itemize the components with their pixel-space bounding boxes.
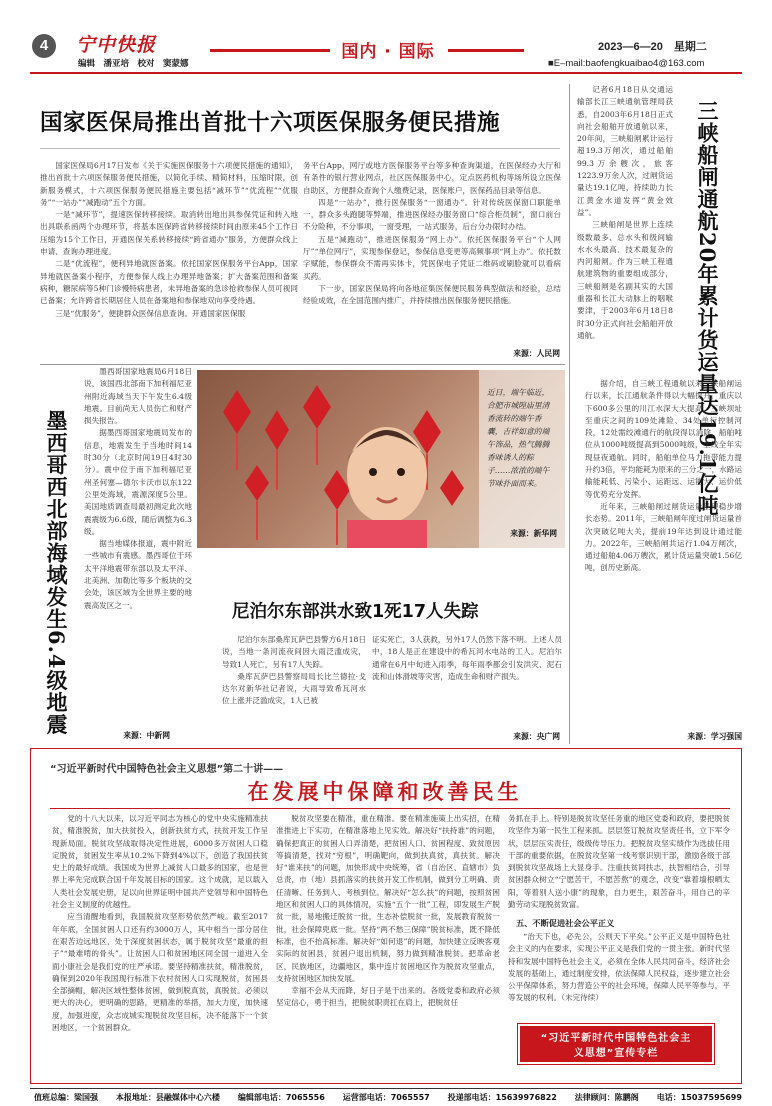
section-divider xyxy=(40,364,565,365)
nepal-paragraph: 桑库瓦萨巴县警察局局长比兰德拉·戈达尔对新华社记者说，大雨导致希瓦河水位上涨并泛滥成灾，1人已被 xyxy=(222,671,366,706)
three-gorges-headline: 三峡船闸通航20年累计货运量达19.1亿吨 xyxy=(695,100,720,517)
three-gorges-source: 来源：学习强国 xyxy=(687,732,742,741)
section-title: 国内 · 国际 xyxy=(341,42,435,62)
nepal-headline: 尼泊尔东部洪水致1死17人失踪 xyxy=(232,602,479,622)
theory-paragraph: 幸福不会从天而降，好日子是干出来的。各级党委和政府必须坚定信心，勇于担当，把脱贫职责扛在肩上，把脱贫任 xyxy=(276,986,500,1008)
theory-paragraph: 应当清醒地看到，我国脱贫攻坚形势依然严峻。截至2017年年底，全国贫困人口还有约3000万人，其中相当一部分居住在艰苦边远地区，处于深度贫困状态，属于脱贫攻坚“最重的担子”“最难啃的骨头”。让贫困人口和贫困地区同全国一道进入全面小康社会是我们党的庄严承诺。要坚持精准扶贫，精准脱贫，确保到2020年我国现行标准下农村贫困人口实现脱贫，贫困县全部摘帽，解决区域性整体贫困，做到脱真贫，真脱贫。必须以更大的决心，更明确的思路，更精准的举措，加大力度，加快速度，加强进度，众志成城实现脱贫攻坚目标，决不能落下一个贫困地区，一个贫困群众。 xyxy=(52,912,268,1033)
mexico-source: 来源：中新网 xyxy=(123,731,170,740)
mexico-paragraph: 据当地媒体报道，震中附近一些城市有震感。墨西哥位于环太平洋地震带东部以及太平洋、北美洲、加勒比等多个板块的交会处，该区域为全世界主要的地震高发区之一。 xyxy=(84,539,192,610)
footer-editorial-phone: 编辑部电话：7065556 xyxy=(237,1093,325,1102)
masthead xyxy=(0,0,772,76)
lead-paragraph: 国家医保局6月17日发布《关于实施医保服务十六项便民措施的通知》，推出首批十六项医保服务便民措施，以简化手续、精简材料，压缩时限，创新服务模式，十六项医保服务便民措施主要包括“减环节”“优流程”“优服务”“一站办”“减跑动”五个方面。 xyxy=(40,161,298,207)
footer-rule xyxy=(30,1088,742,1089)
nepal-column-2 xyxy=(372,634,562,734)
lead-headline-rule xyxy=(40,148,560,149)
festival-photo xyxy=(197,370,565,548)
lead-source: 来源：人民网 xyxy=(513,349,560,358)
lead-paragraph: 五是“减跑动”，推进医保服务“网上办”。依托医保服务平台“个人网厅”“单位网厅”，实现参保登记，参保信息变更等高频事项“网上办”。依托数字赋能，参保群众不需再实体卡，凭医保电子凭证二维码或刷脸就可以看病买药。 xyxy=(303,234,561,281)
theory-column-1 xyxy=(52,813,268,1075)
theory-paragraph: “治天下也，必先公，公则天下平矣。”公平正义是中国特色社会主义的内在要求，实现公平正义是我们党的一贯主张。新时代坚持和发展中国特色社会主义，必须在全体人民共同奋斗，经济社会发展的基础上，通过制度安排，依法保障人民权益，逐步建立社会公平保障体系，努力营造公平的社会环境，保障人民平等参与，平等发展的权利。（未完待续） xyxy=(508,932,730,1003)
nepal-headline-bar xyxy=(197,592,203,622)
mexico-headline: 墨西哥西北部海域发生6.4级地震 xyxy=(44,410,69,736)
theory-subhead: 五、不断促进社会公平正义 xyxy=(516,918,615,928)
nepal-source: 来源：央广网 xyxy=(513,732,560,741)
page-number: 4 xyxy=(32,34,56,58)
theory-paragraph: 党的十八大以来，以习近平同志为核心的党中央实施精准扶贫，精准脱贫，加大扶贫投入，创新扶贫方式，扶贫开发工作呈现新局面。脱贫攻坚战取得决定性进展，6000多万贫困人口稳定脱贫，贫困发生率从10.2%下降到4%以下，创造了我国扶贫史上的最好成绩。我国成为世界上减贫人口最多的国家，也是世界上率先完成联合国千年发展目标的国家。这个成就，足以载入人类社会发展史册，足以向世界证明中国共产党领导和中国特色社会主义制度的优越性。 xyxy=(52,814,268,910)
footer-address: 本报地址：县融媒体中心六楼 xyxy=(115,1093,220,1102)
three-gorges-body-continued xyxy=(585,378,742,732)
theory-headline: 在发展中保障和改善民生 xyxy=(247,779,523,804)
lead-column-1 xyxy=(40,160,298,360)
footer-delivery-phone: 投递部电话：15639976822 xyxy=(447,1093,557,1102)
theory-headline-rule xyxy=(50,808,730,809)
lead-paragraph: 三是“优服务”，便捷群众医保信息查询。开通国家医保服 xyxy=(55,308,246,318)
nepal-paragraph: 证实死亡，3人获救，另外17人仍然下落不明。上述人员中，18人是正在建设中的希瓦河水电站的工人。尼泊尔通常在6月中旬进入雨季，每年雨季都会引发洪灾、泥石流和山体滑坡等灾害，造成生命和财产损失。 xyxy=(372,635,562,681)
right-column-divider xyxy=(569,84,570,744)
lead-paragraph: 二是“优流程”，便利异地就医备案。依托国家医保服务平台App，国家异地就医备案小程序，方便参保人线上办理异地备案；扩大备案范围和备案病种，糖尿病等5种门诊慢特病患者，未异地备案的急诊抢救参保人员可视同已备案；允许跨省长期居住人员在备案地和参保地双向享受待遇。 xyxy=(40,259,298,306)
three-gorges-paragraph: 三峡船闸是世界上连续级数最多、总水头和级间输水水头最高、技术最复杂的内河船闸。作为三峡工程通航建筑物的重要组成部分，三峡船闸是名副其实的大国重器和长江大动脉上的咽喉要津，于2003年6月18日8时30分正式向社会船舶开放通航。 xyxy=(577,220,673,340)
mexico-paragraph: 据墨西哥国家地震局发布的信息，地震发生于当地时间14时30分（北京时间19日4时30分）。震中位于南下加利福尼亚州圣何塞—德尔卡沃市以东122公里处海域，震源深度5公里。美国地质调查局最初测定此次地震震级为6.6级，随后调整为6.3级。 xyxy=(84,428,192,536)
three-gorges-body xyxy=(577,84,673,346)
mexico-body xyxy=(84,366,192,728)
theory-paragraph: 脱贫攻坚要在精准，重在精准。要在精准施策上出实招，在精准推进上下实功，在精准落地上见实效。解决好“扶持谁”的问题，确保把真正的贫困人口弄清楚，把贫困人口、贫困程度、致贫原因等搞清楚，找对“穷根”，明确靶向，做到扶真贫，真扶贫。解决好“谁来扶”的问题，加快形成中央统筹，省（自治区、直辖市）负总责，市（地）县抓落实的扶贫开发工作机制，做到分工明确、责任清晰、任务到人、考核到位。解决好“怎么扶”的问题，按照贫困地区和贫困人口的具体情况，实施“五个一批”工程，即发展生产脱贫一批，易地搬迁脱贫一批，生态补偿脱贫一批，发展教育脱贫一批，社会保障兜底一批。坚持“两不愁三保障”脱贫标准，既不降低标准，也不抬高标准。解决好“如何退”的问题，加快建立反映客观实际的贫困县，贫困户退出机制，努力做到精准脱贫。把革命老区，民族地区，边疆地区，集中连片贫困地区作为脱贫攻坚重点，支持贫困地区加快发展。 xyxy=(276,814,500,983)
lead-headline: 国家医保局推出首批十六项医保服务便民措施 xyxy=(40,110,501,136)
lead-paragraph: 务平台App，网厅或地方医保服务平台等多种查询渠道，在医保经办大厅和有条件的银行营业网点，社区医保服务中心，定点医药机构等场所设立医保自助区，方便群众查询个人缴费记录，医保账户，医保药品目录等信息。 xyxy=(303,161,561,195)
editor-credit: 编辑 潘亚培 校对 窦蒙娜 xyxy=(78,59,189,69)
three-gorges-paragraph: 记者6月18日从交通运输部长江三峡通航管理局获悉，自2003年6月18日正式向社会船舶开放通航以来，20年间，三峡船闸累计运行超19.3万闸次，通过船舶99.3万余艘次，旅客1223.9万余人次，过闸货运量达19.1亿吨，持续助力长江黄金水道发挥“黄金效益”。 xyxy=(577,85,673,217)
footer-operations-phone: 运营部电话：7065557 xyxy=(342,1093,430,1102)
theory-column-3 xyxy=(508,813,730,919)
lead-paragraph: 四是“一站办”，推行医保服务“一窗通办”。针对传统医保窗口职能单一，群众多头跑腿等弊端，推进医保经办服务窗口“综合柜员制”，窗口前台不分险种，不分事项，一窗受理，一站式服务，后台分办限时办结。 xyxy=(303,197,561,232)
three-gorges-paragraph: 据介绍，自三峡工程通航以来三峡船闸运行以来，长江通航条件得以大幅提升，重庆以下600多公里的川江水深大大提高，三峡坝址至重庆之间的109处滩险、34处单行控制河段，12处需绞滩通行的航段得以消除，船舶吨位从1000吨级提高到5000吨级，全线全年实现昼夜通航。同时，船舶单位马力拖带能力提升约3倍，平均能耗为原来的三分之一，水路运输能耗低、污染小、运距远、运能大、运价低等优势充分发挥。 xyxy=(585,379,742,499)
column-badge: “习近平新时代中国特色社会主义思想”宣传专栏 xyxy=(518,1024,714,1064)
lead-paragraph: 一是“减环节”，提速医保转移接续。取消转出地出具参保凭证和转入地出具联系函两个办理环节，将基本医保跨省转移接续时间由原来45个工作日压缩为15个工作日，开通医保关系转移接续“跨省通办”服务，方便群众线上申请、查询办理进度。 xyxy=(40,210,298,257)
mexico-paragraph: 墨西哥国家地震局6月18日说，该国西北部南下加利福尼亚州附近海域当天下午发生6.4级地震。目前尚无人员伤亡和财产损失报告。 xyxy=(84,367,192,426)
footer-legal-phone: 电话：15037595699 xyxy=(656,1093,742,1102)
lead-column-2 xyxy=(303,160,561,338)
theory-column-3b xyxy=(508,931,730,1017)
footer xyxy=(34,1092,742,1106)
footer-legal-advisor: 法律顾问：陈鹏阁 xyxy=(574,1093,639,1102)
email: ■E–mail:baofengkuaibao4@163.com xyxy=(548,58,705,69)
theory-column-2 xyxy=(276,813,500,1075)
theory-paragraph: 务抓在手上。特别是脱贫攻坚任务重的地区党委和政府，要把脱贫攻坚作为第一民生工程来抓。层层签订脱贫攻坚责任书，立下军令状，层层压实责任，级级传导压力。把脱贫攻坚实绩作为选拔任用干部的重要依据，在脱贫攻坚第一线考察识别干部，激励各级干部到脱贫攻坚战场上大显身手。注重扶贫同扶志，扶智相结合，引导贫困群众树立“宁愿苦干，不愿苦熬”的观念，改变“靠着墙根晒太阳，等着别人送小康”的现象，自力更生，艰苦奋斗，用自己的辛勤劳动实现脱贫致富。 xyxy=(508,814,730,910)
nepal-column-1 xyxy=(222,634,366,734)
lead-paragraph: 下一步，国家医保局将向各地征集医保便民服务典型做法和经验，总结经验成效，在全国范围内推广，并持续推出医保服务便民措施。 xyxy=(303,283,561,306)
section-line-left xyxy=(210,49,330,52)
paper-logo: 宁中快报 xyxy=(76,34,157,56)
three-gorges-paragraph: 近年来，三峡船闸过闸货运量呈现稳步增长态势。2011年，三峡船闸年度过闸货运量首次突破亿吨大关，提前19年达到设计通过能力。2022年，三峡船闸共运行1.04万闸次，通过船舶4.06万艘次，累计货运量突破1.56亿吨，创历史新高。 xyxy=(585,501,742,573)
theory-kicker: “习近平新时代中国特色社会主义思想”第二十讲—— xyxy=(50,764,284,775)
nepal-paragraph: 尼泊尔东部桑库瓦萨巴县警方6月18日说，当地一条河流夜间因大雨泛滥成灾，导致1人死亡，另有17人失踪。 xyxy=(222,635,366,669)
photo-source: 来源：新华网 xyxy=(510,529,557,538)
footer-chief-editor: 值班总编：梁国强 xyxy=(34,1093,98,1102)
masthead-rule xyxy=(30,72,742,74)
issue-date: 2023—6—20 星期二 xyxy=(598,41,707,53)
section-line-right xyxy=(448,49,524,52)
photo-caption: 近日，端午临近，合肥市城隍庙里清香流转的端午香囊，吉祥如意的端午饰品，热气腾腾香味诱人的粽子……浓浓的端午节味扑面而来。 xyxy=(487,388,550,488)
